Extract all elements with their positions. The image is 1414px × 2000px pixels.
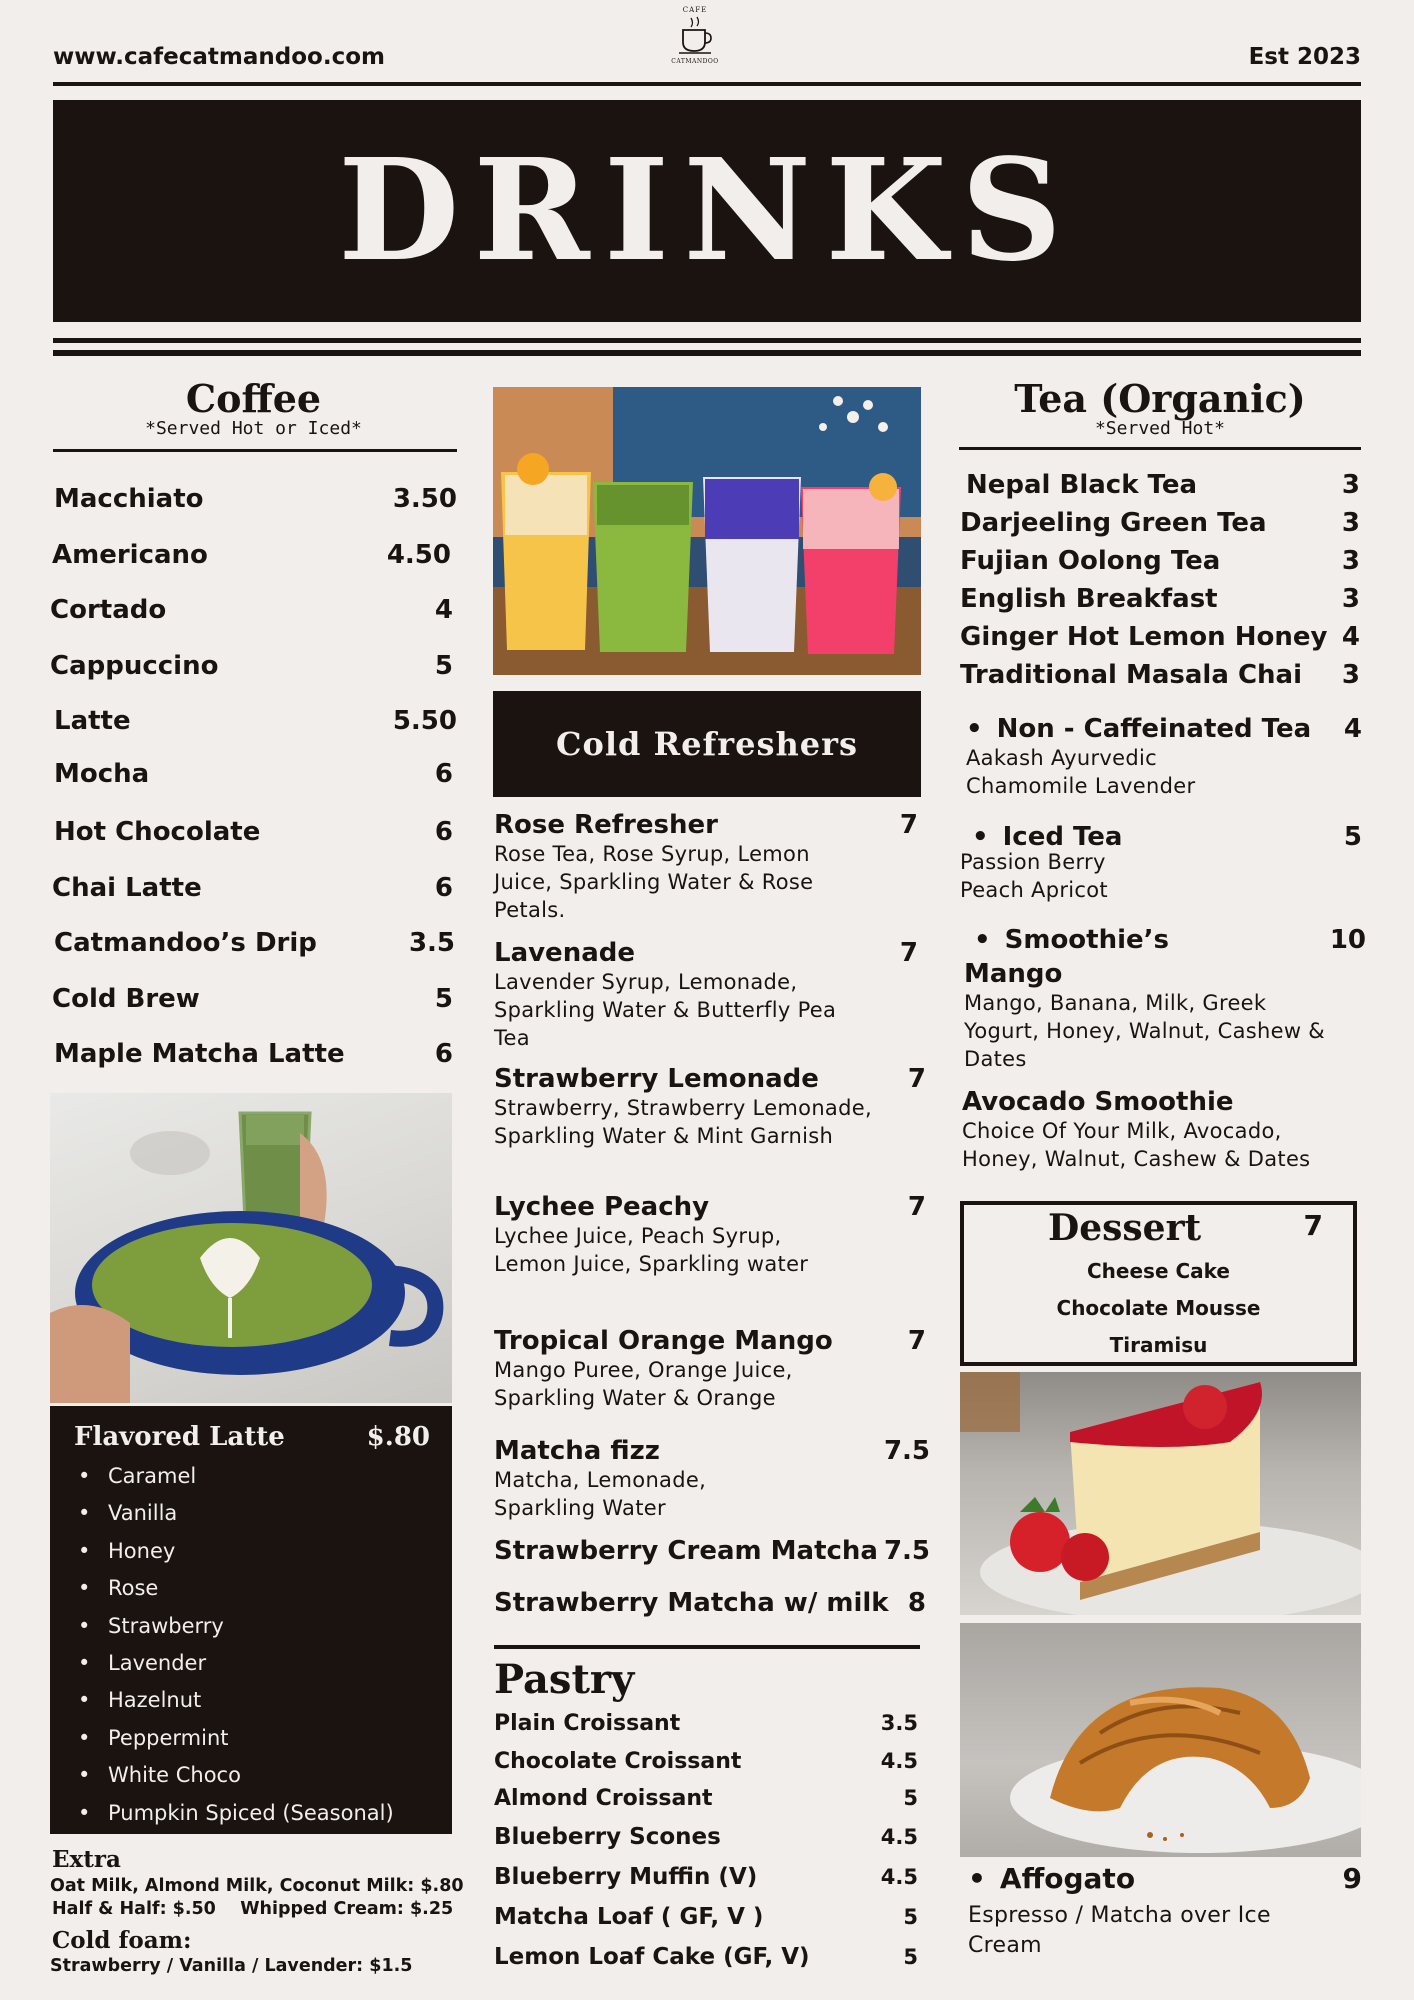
item-price: 3 bbox=[1341, 660, 1360, 690]
drinks-banner bbox=[53, 100, 1361, 322]
refresher-item[interactable] bbox=[494, 1536, 930, 1588]
item-price: 4 bbox=[1343, 714, 1362, 744]
refresher-item[interactable] bbox=[494, 1192, 930, 1326]
item-name: Cappuccino bbox=[50, 650, 219, 681]
croissant-photo bbox=[960, 1623, 1361, 1857]
item-price: 4 bbox=[434, 595, 453, 625]
avocado-smoothie-desc: Choice Of Your Milk, Avocado, Honey, Walnut, Cashew & Dates bbox=[962, 1119, 1311, 1171]
item-name: Matcha Loaf ( GF, V ) bbox=[494, 1903, 764, 1930]
menu-item[interactable] bbox=[50, 595, 457, 651]
cold-foam-title: Cold foam: bbox=[52, 1927, 192, 1954]
dessert-box bbox=[960, 1201, 1357, 1366]
coffee-cup-icon bbox=[677, 14, 713, 58]
item-name: Latte bbox=[54, 706, 131, 736]
item-name: Strawberry Cream Matcha bbox=[494, 1536, 878, 1566]
pastry-item[interactable] bbox=[494, 1944, 920, 1984]
item-price: 9 bbox=[1342, 1862, 1362, 1895]
flavor-item[interactable]: • Strawberry bbox=[50, 1608, 452, 1645]
item-name: Cold Brew bbox=[52, 983, 200, 1014]
bullet-icon: • bbox=[974, 925, 991, 955]
item-description: Lavender Syrup, Lemonade, Sparkling Water & Butterfly Pea Tea bbox=[494, 970, 837, 1050]
tea-item[interactable] bbox=[960, 622, 1362, 660]
flavor-item[interactable]: • Peppermint bbox=[50, 1720, 452, 1757]
tea-item[interactable] bbox=[960, 470, 1362, 508]
matcha-latte-photo bbox=[50, 1093, 452, 1403]
flavor-item[interactable]: • White Choco bbox=[50, 1757, 452, 1794]
item-name: Americano bbox=[52, 539, 208, 570]
flavored-latte-box bbox=[50, 1406, 452, 1834]
item-name bbox=[962, 925, 1169, 955]
item-price: 7 bbox=[907, 1192, 926, 1222]
banner-rule-2 bbox=[53, 350, 1361, 356]
item-price: 7.5 bbox=[883, 1536, 930, 1566]
pastry-item[interactable] bbox=[494, 1864, 920, 1904]
extra-title: Extra bbox=[52, 1846, 121, 1873]
item-name bbox=[962, 714, 1311, 744]
item-name: Strawberry Lemonade bbox=[494, 1064, 819, 1094]
pastry-divider bbox=[494, 1645, 920, 1649]
bullet-icon: • bbox=[972, 822, 989, 852]
pastry-item[interactable] bbox=[494, 1749, 920, 1787]
item-price: 3 bbox=[1341, 470, 1360, 500]
item-name: Lavenade bbox=[494, 938, 635, 968]
item-name: Plain Croissant bbox=[494, 1711, 681, 1736]
pastry-title: Pastry bbox=[494, 1656, 635, 1703]
item-name: Macchiato bbox=[54, 484, 204, 514]
item-name: Blueberry Scones bbox=[494, 1823, 721, 1850]
item-price: 4.50 bbox=[386, 539, 451, 570]
menu-item[interactable] bbox=[50, 817, 457, 873]
menu-item[interactable] bbox=[50, 706, 457, 759]
smoothies[interactable] bbox=[962, 925, 1366, 1173]
refresher-item[interactable] bbox=[494, 1326, 930, 1436]
item-price: 3.5 bbox=[880, 1711, 918, 1735]
item-name: Almond Croissant bbox=[494, 1786, 713, 1811]
item-name: Tropical Orange Mango bbox=[494, 1326, 833, 1356]
item-price: 10 bbox=[1329, 925, 1366, 955]
item-name: Fujian Oolong Tea bbox=[960, 546, 1221, 576]
item-name-text: Affogato bbox=[999, 1862, 1136, 1895]
item-line-2: Peach Apricot bbox=[960, 878, 1108, 902]
flavor-item[interactable]: • Honey bbox=[50, 1533, 452, 1570]
item-price: 6 bbox=[434, 872, 453, 903]
avocado-smoothie-name: Avocado Smoothie bbox=[962, 1087, 1234, 1117]
logo-text-top: CAFE bbox=[682, 6, 708, 14]
coffee-subtitle: *Served Hot or Iced* bbox=[145, 418, 362, 439]
tea-item[interactable] bbox=[960, 660, 1362, 698]
item-name: Maple Matcha Latte bbox=[54, 1039, 345, 1069]
item-description: Mango Puree, Orange Juice, Sparkling Water & Orange bbox=[494, 1358, 793, 1410]
menu-item[interactable] bbox=[50, 984, 457, 1040]
item-name: Cortado bbox=[50, 595, 167, 625]
cafe-logo bbox=[664, 6, 726, 80]
item-price: 4.5 bbox=[880, 1864, 918, 1889]
item-description: Strawberry, Strawberry Lemonade, Sparkling Water & Mint Garnish bbox=[494, 1096, 872, 1148]
item-price: 4.5 bbox=[880, 1748, 918, 1773]
item-price: 5.50 bbox=[392, 706, 457, 736]
item-price: 5 bbox=[903, 1904, 918, 1929]
pastry-item[interactable] bbox=[494, 1824, 920, 1864]
item-price: 7 bbox=[907, 1064, 926, 1094]
tea-item[interactable] bbox=[960, 508, 1362, 546]
item-price: 7.5 bbox=[883, 1436, 930, 1466]
established-year: Est 2023 bbox=[1248, 44, 1361, 70]
flavor-item[interactable]: • Lavender bbox=[50, 1645, 452, 1682]
refreshers-list bbox=[494, 810, 930, 1640]
item-name: English Breakfast bbox=[960, 584, 1218, 614]
flavored-latte-title: Flavored Latte bbox=[74, 1422, 285, 1452]
pastry-item[interactable] bbox=[494, 1786, 920, 1824]
tea-section bbox=[959, 378, 1361, 450]
coffee-divider bbox=[53, 449, 457, 452]
menu-item[interactable] bbox=[50, 540, 457, 596]
item-price: 4.5 bbox=[880, 1824, 918, 1849]
item-price: 3.50 bbox=[392, 484, 457, 514]
dessert-item[interactable]: Cheese Cake bbox=[1087, 1259, 1230, 1283]
tea-item[interactable] bbox=[960, 546, 1362, 584]
item-name: Mocha bbox=[54, 759, 150, 789]
dessert-item[interactable]: Tiramisu bbox=[1109, 1333, 1208, 1357]
coffee-list bbox=[50, 484, 457, 1095]
refresher-item[interactable] bbox=[494, 1588, 930, 1640]
item-name: Catmandoo’s Drip bbox=[54, 928, 317, 958]
tea-title: Tea (Organic) bbox=[1014, 376, 1306, 421]
item-name: Matcha fizz bbox=[494, 1436, 660, 1466]
item-price: 5 bbox=[903, 1786, 918, 1810]
flavor-item[interactable]: • Vanilla bbox=[50, 1495, 452, 1532]
item-price: 7 bbox=[899, 938, 918, 968]
pastry-item[interactable] bbox=[494, 1711, 920, 1749]
coffee-section bbox=[50, 378, 457, 452]
item-price: 7 bbox=[899, 810, 918, 840]
item-price: 8 bbox=[907, 1588, 926, 1618]
item-price: 3 bbox=[1341, 508, 1360, 538]
item-price: 3 bbox=[1341, 546, 1360, 576]
non-caffeinated-tea[interactable] bbox=[962, 714, 1362, 800]
refresher-item[interactable] bbox=[494, 938, 930, 1064]
item-price: 6 bbox=[434, 759, 453, 789]
flavor-list bbox=[50, 1458, 452, 1832]
flavor-item[interactable]: • Hazelnut bbox=[50, 1682, 452, 1719]
extras-section bbox=[50, 1846, 470, 1976]
refresher-item[interactable] bbox=[494, 810, 930, 938]
extra-line-1: Oat Milk, Almond Milk, Coconut Milk: $.80 bbox=[50, 1876, 464, 1896]
item-price: 7 bbox=[907, 1326, 926, 1356]
menu-item[interactable] bbox=[50, 928, 457, 984]
item-price: 5 bbox=[434, 983, 453, 1014]
item-price: 3.5 bbox=[408, 928, 455, 958]
item-price: 3 bbox=[1341, 584, 1360, 614]
banner-rule-1 bbox=[53, 338, 1361, 343]
item-name: Lychee Peachy bbox=[494, 1192, 710, 1222]
item-name: Rose Refresher bbox=[494, 810, 718, 840]
pastry-item[interactable] bbox=[494, 1904, 920, 1944]
flavor-item[interactable]: • Pumpkin Spiced (Seasonal) bbox=[50, 1795, 452, 1832]
cold-refreshers-title: Cold Refreshers bbox=[556, 725, 858, 763]
item-price: 6 bbox=[434, 817, 453, 847]
header-divider bbox=[53, 82, 1361, 86]
dessert-title: Dessert bbox=[1048, 1207, 1202, 1249]
bullet-icon: • bbox=[968, 1862, 986, 1895]
item-price: 4 bbox=[1341, 622, 1360, 652]
menu-item[interactable] bbox=[50, 873, 457, 929]
item-name: Blueberry Muffin (V) bbox=[494, 1863, 758, 1890]
item-name: Darjeeling Green Tea bbox=[960, 508, 1267, 538]
item-name: Traditional Masala Chai bbox=[960, 660, 1302, 690]
banner-title: DRINKS bbox=[338, 129, 1076, 293]
item-description: Lychee Juice, Peach Syrup, Lemon Juice, Sparkling water bbox=[494, 1224, 809, 1276]
item-price: 5 bbox=[434, 650, 453, 681]
cheesecake-photo bbox=[960, 1372, 1361, 1615]
flavor-item[interactable]: • Rose bbox=[50, 1570, 452, 1607]
item-line-1: Passion Berry bbox=[960, 850, 1106, 874]
website-url[interactable]: www.cafecatmandoo.com bbox=[53, 44, 385, 70]
menu-item[interactable] bbox=[50, 759, 457, 817]
refresher-item[interactable] bbox=[494, 1436, 930, 1536]
tea-list bbox=[960, 470, 1362, 698]
item-price: 6 bbox=[434, 1039, 453, 1069]
item-price: 5 bbox=[903, 1944, 918, 1969]
item-name-text: Smoothie’s bbox=[1004, 925, 1170, 955]
item-line-1: Aakash Ayurvedic bbox=[966, 746, 1157, 770]
menu-item[interactable] bbox=[50, 484, 457, 540]
item-name: Nepal Black Tea bbox=[966, 470, 1198, 500]
cold-foam-line: Strawberry / Vanilla / Lavender: $1.5 bbox=[50, 1956, 413, 1976]
dessert-item[interactable]: Chocolate Mousse bbox=[1056, 1296, 1261, 1320]
bullet-icon: • bbox=[966, 714, 983, 744]
dessert-price: 7 bbox=[1303, 1209, 1323, 1242]
item-name: Hot Chocolate bbox=[54, 817, 261, 847]
flavor-item[interactable]: • Caramel bbox=[50, 1458, 452, 1495]
affogato[interactable] bbox=[968, 1862, 1362, 1961]
item-description: Espresso / Matcha over Ice Cream bbox=[968, 1903, 1271, 1958]
iced-tea[interactable] bbox=[960, 822, 1362, 904]
coffee-title: Coffee bbox=[185, 376, 322, 421]
refresher-item[interactable] bbox=[494, 1064, 930, 1192]
menu-item[interactable] bbox=[50, 651, 457, 707]
item-description: Rose Tea, Rose Syrup, Lemon Juice, Sparkling Water & Rose Petals. bbox=[494, 842, 814, 922]
pastry-section bbox=[494, 1655, 920, 1984]
item-name-text: Non - Caffeinated Tea bbox=[996, 714, 1312, 744]
menu-item[interactable] bbox=[50, 1039, 457, 1095]
extra-line-2: Half & Half: $.50 Whipped Cream: $.25 bbox=[52, 1899, 454, 1919]
item-name bbox=[968, 1862, 1135, 1895]
tea-divider bbox=[959, 447, 1361, 450]
item-line-2: Chamomile Lavender bbox=[966, 774, 1196, 798]
mango-smoothie-name: Mango bbox=[964, 959, 1063, 989]
item-description: Matcha, Lemonade, Sparkling Water bbox=[494, 1468, 707, 1520]
flavored-latte-price: $.80 bbox=[366, 1422, 430, 1452]
logo-text-bottom: CATMANDOO bbox=[671, 58, 719, 65]
tea-subtitle: *Served Hot* bbox=[1094, 418, 1226, 439]
dessert-header bbox=[964, 1205, 1353, 1253]
item-name: Lemon Loaf Cake (GF, V) bbox=[494, 1943, 810, 1970]
item-name: Chocolate Croissant bbox=[494, 1748, 742, 1774]
mango-smoothie-desc: Mango, Banana, Milk, Greek Yogurt, Honey, Walnut, Cashew & Dates bbox=[964, 991, 1325, 1071]
item-name: Chai Latte bbox=[52, 872, 202, 903]
item-name: Ginger Hot Lemon Honey bbox=[960, 622, 1328, 652]
refreshers-photo bbox=[493, 387, 921, 675]
tea-item[interactable] bbox=[960, 584, 1362, 622]
item-name: Strawberry Matcha w/ milk bbox=[494, 1588, 889, 1618]
item-name-text: Iced Tea bbox=[1002, 822, 1123, 852]
item-price: 5 bbox=[1343, 822, 1362, 852]
cold-refreshers-banner bbox=[493, 691, 921, 797]
flavored-latte-header bbox=[50, 1406, 452, 1452]
